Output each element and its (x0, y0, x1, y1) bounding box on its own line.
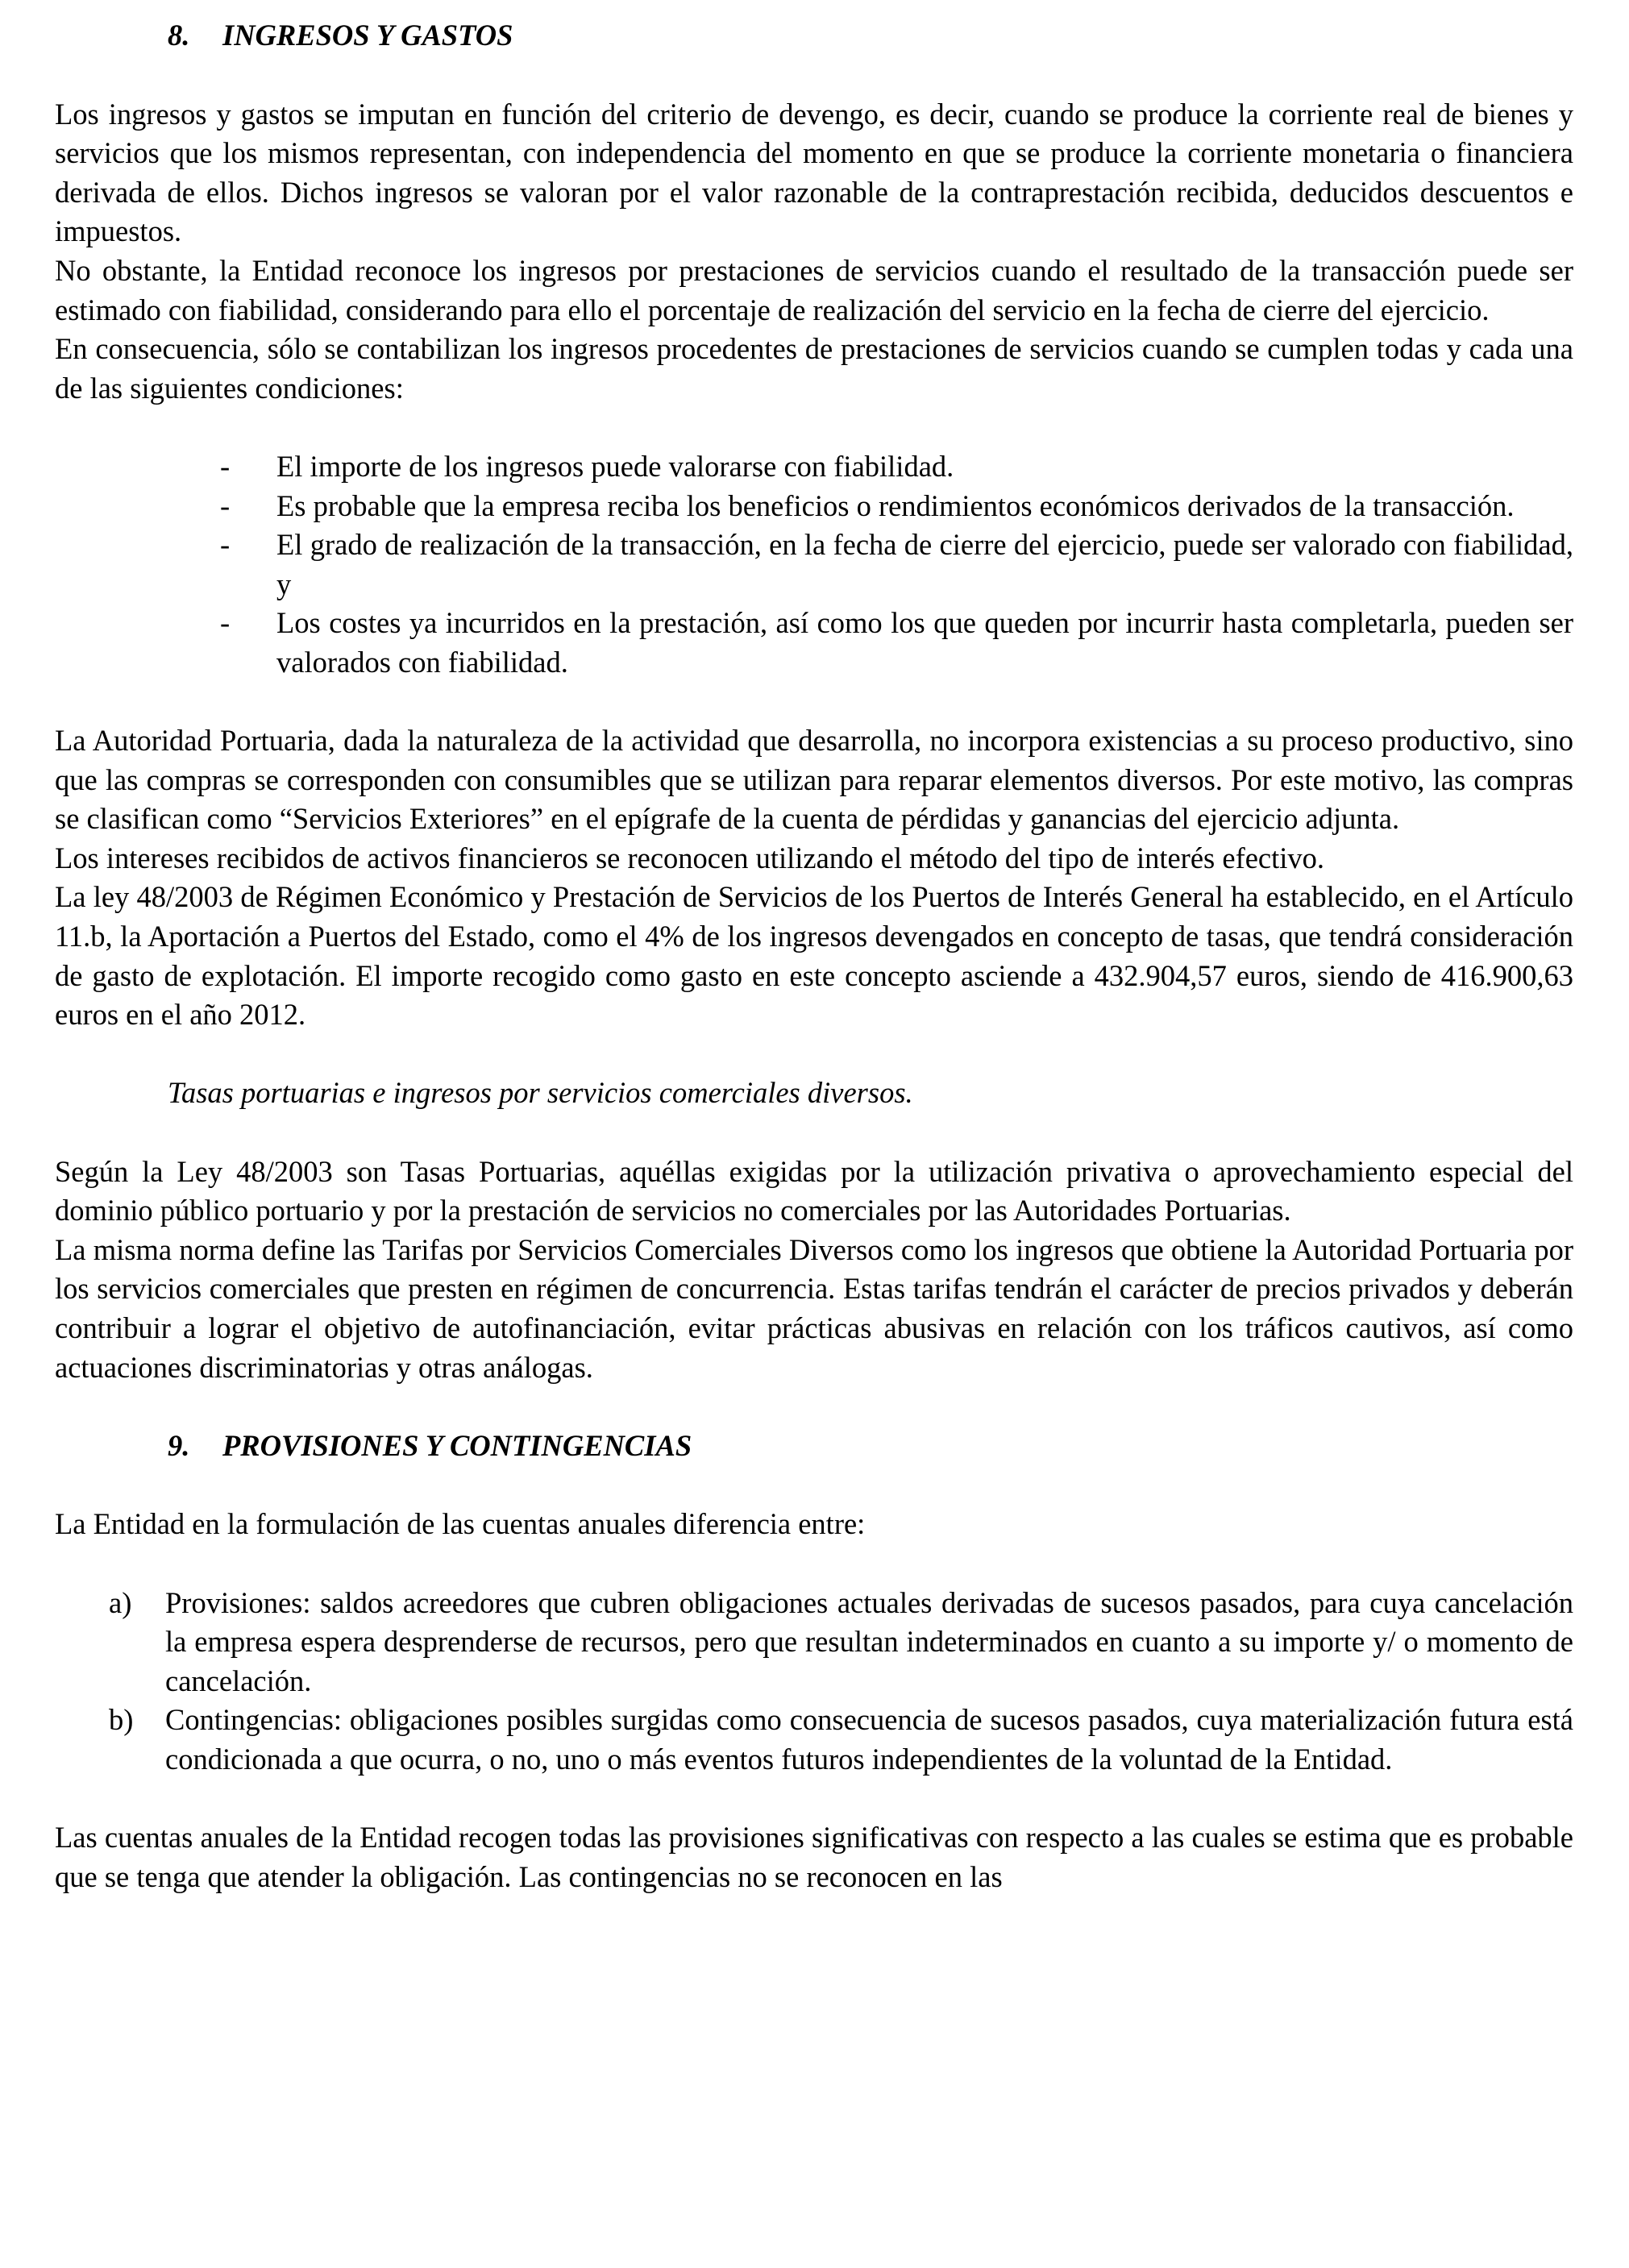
paragraph: La Entidad en la formulación de las cuentas anuales diferencia entre: (55, 1507, 866, 1541)
section-8-heading (168, 16, 1573, 56)
list-item (55, 525, 1573, 604)
paragraph: Las cuentas anuales de la Entidad recogen todas las provisiones significativas con respecto a las cuales se estima que es probable que se tenga que atender la obligación. Las contingencias no se reconocen en las (55, 1821, 1573, 1893)
list-item (55, 1701, 1573, 1779)
paragraph: En consecuencia, sólo se contabilizan los ingresos procedentes de prestaciones de servicios cuando se cumplen todas y cada una de las siguientes condiciones: (55, 332, 1573, 405)
paragraph: Los ingresos y gastos se imputan en función del criterio de devengo, es decir, cuando se produce la corriente real de bienes y servicios que los mismos representan, con independencia del momento en que se produce la corriente monetaria o financiera derivada de ellos. Dichos ingresos se valoran por el valor razonable de la contraprestación recibida, deducidos descuentos e impuestos. (55, 97, 1573, 248)
provisions-list (55, 1584, 1573, 1780)
list-item (55, 1584, 1573, 1701)
list-bullet: - (220, 606, 231, 640)
section-9-heading (168, 1427, 1573, 1466)
section-8-title: INGRESOS Y GASTOS (222, 19, 513, 52)
document-page (55, 16, 1573, 1896)
subsection-title: Tasas portuarias e ingresos por servicios comerciales diversos. (168, 1076, 913, 1110)
list-item (55, 604, 1573, 682)
section-9-title: PROVISIONES Y CONTINGENCIAS (222, 1428, 692, 1462)
section-9-number: 9. (168, 1428, 190, 1462)
paragraph: La misma norma define las Tarifas por Servicios Comerciales Diversos como los ingresos que obtiene la Autoridad Portuaria por los servicios comerciales que presten en régimen de concurrencia. Estas tarifas tendrán el carácter de precios privados y deberán contribuir a lograr el objetivo de autofinanciación, evitar prácticas abusivas en relación con los tráficos cautivos, así como actuaciones discriminatorias y otras análogas. (55, 1232, 1573, 1384)
list-item-text: Provisiones: saldos acreedores que cubren obligaciones actuales derivadas de sucesos pasados, para cuya cancelación la empresa espera desprenderse de recursos, pero que resultan indeterminados en cuanto a su importe y/ o momento de cancelación. (165, 1585, 1573, 1697)
list-bullet: - (220, 528, 231, 562)
paragraph: Los intereses recibidos de activos financieros se reconocen utilizando el método del tipo de interés efectivo. (55, 841, 1325, 874)
conditions-list (55, 447, 1573, 683)
list-bullet: a) (109, 1585, 132, 1619)
list-bullet: - (220, 449, 231, 483)
list-bullet: b) (109, 1703, 134, 1737)
paragraph: Según la Ley 48/2003 son Tasas Portuarias, aquéllas exigidas por la utilización privativa o aprovechamiento especial del dominio público portuario y por la prestación de servicios no comerciales por las Autoridades Portuarias. (55, 1154, 1573, 1227)
list-item-text: Contingencias: obligaciones posibles surgidas como consecuencia de sucesos pasados, cuya materialización futura está condicionada a que ocurra, o no, uno o más eventos futuros independientes de la voluntad de la Entidad. (165, 1703, 1573, 1776)
list-item (55, 447, 1573, 487)
list-item-text: Es probable que la empresa reciba los beneficios o rendimientos económicos derivados de la transacción. (276, 488, 1515, 522)
list-item-text: El grado de realización de la transacción, en la fecha de cierre del ejercicio, puede ser valorado con fiabilidad, y (276, 528, 1573, 600)
paragraph: La Autoridad Portuaria, dada la naturaleza de la actividad que desarrolla, no incorpora existencias a su proceso productivo, sino que las compras se corresponden con consumibles que se utilizan para reparar elementos diversos. Por este motivo, las compras se clasifican como “Servicios Exteriores” en el epígrafe de la cuenta de pérdidas y ganancias del ejercicio adjunta. (55, 724, 1573, 836)
paragraph: La ley 48/2003 de Régimen Económico y Prestación de Servicios de los Puertos de Interés General ha establecido, en el Artículo 11.b, la Aportación a Puertos del Estado, como el 4% de los ingresos devengados en concepto de tasas, que tendrá consideración de gasto de explotación. El importe recogido como gasto en este concepto asciende a 432.904,57 euros, siendo de 416.900,63 euros en el año 2012. (55, 880, 1573, 1032)
list-bullet: - (220, 488, 231, 522)
list-item-text: Los costes ya incurridos en la prestación, así como los que queden por incurrir hasta completarla, pueden ser valorados con fiabilidad. (276, 606, 1573, 679)
section-8-number: 8. (168, 19, 190, 52)
paragraph: No obstante, la Entidad reconoce los ingresos por prestaciones de servicios cuando el resultado de la transacción puede ser estimado con fiabilidad, considerando para ello el porcentaje de realización del servicio en la fecha de cierre del ejercicio. (55, 253, 1573, 326)
list-item (55, 487, 1573, 526)
list-item-text: El importe de los ingresos puede valorarse con fiabilidad. (276, 449, 954, 483)
